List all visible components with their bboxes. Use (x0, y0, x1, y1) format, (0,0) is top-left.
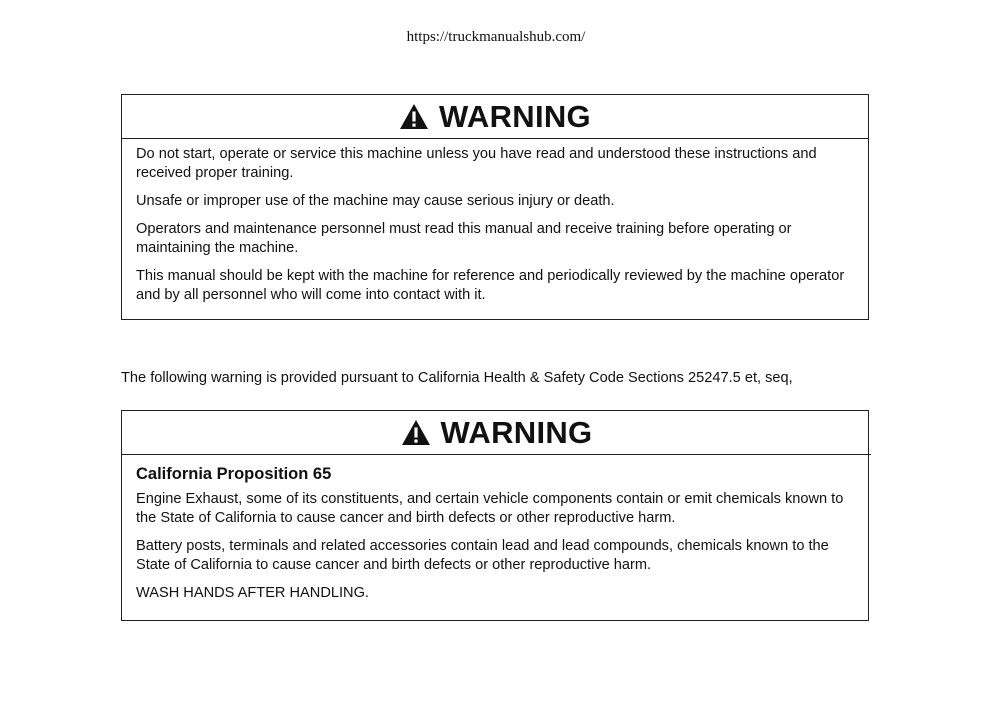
warning-paragraph: This manual should be kept with the machine for reference and periodically reviewed by the machine operator and by all personnel who will come into contact with it. (136, 268, 845, 303)
warning-box-prop65 (121, 410, 869, 621)
warning-paragraph: Engine Exhaust, some of its constituents, and certain vehicle components contain or emit chemicals known to the State of California to cause cancer and birth defects or other reproductive harm. (136, 491, 844, 526)
prop65-heading: California Proposition 65 (136, 465, 332, 483)
site-url-header: https://truckmanualshub.com/ (406, 29, 586, 45)
warning-paragraph: Operators and maintenance personnel must read this manual and receive training before operating or maintaining the machine. (136, 221, 792, 256)
warning-title: WARNING (440, 415, 593, 450)
warning-title: WARNING (439, 99, 591, 134)
warning-triangle-icon (399, 103, 429, 130)
warning-box-general (121, 94, 869, 320)
warning-header (122, 95, 868, 139)
warning-paragraph: Unsafe or improper use of the machine may cause serious injury or death. (136, 193, 615, 209)
warning-body (122, 139, 868, 305)
california-notice-text: The following warning is provided pursuant to California Health & Safety Code Sections 25247.5 et, seq, (121, 370, 793, 386)
warning-paragraph: Do not start, operate or service this machine unless you have read and understood these instructions and received proper training. (136, 146, 817, 181)
warning-triangle-icon (401, 419, 431, 446)
warning-body (122, 455, 868, 603)
warning-paragraph: Battery posts, terminals and related accessories contain lead and lead compounds, chemicals known to the State of California to cause cancer and birth defects or other reproductive harm. (136, 538, 829, 573)
warning-paragraph: WASH HANDS AFTER HANDLING. (136, 585, 369, 601)
warning-header (122, 411, 871, 455)
